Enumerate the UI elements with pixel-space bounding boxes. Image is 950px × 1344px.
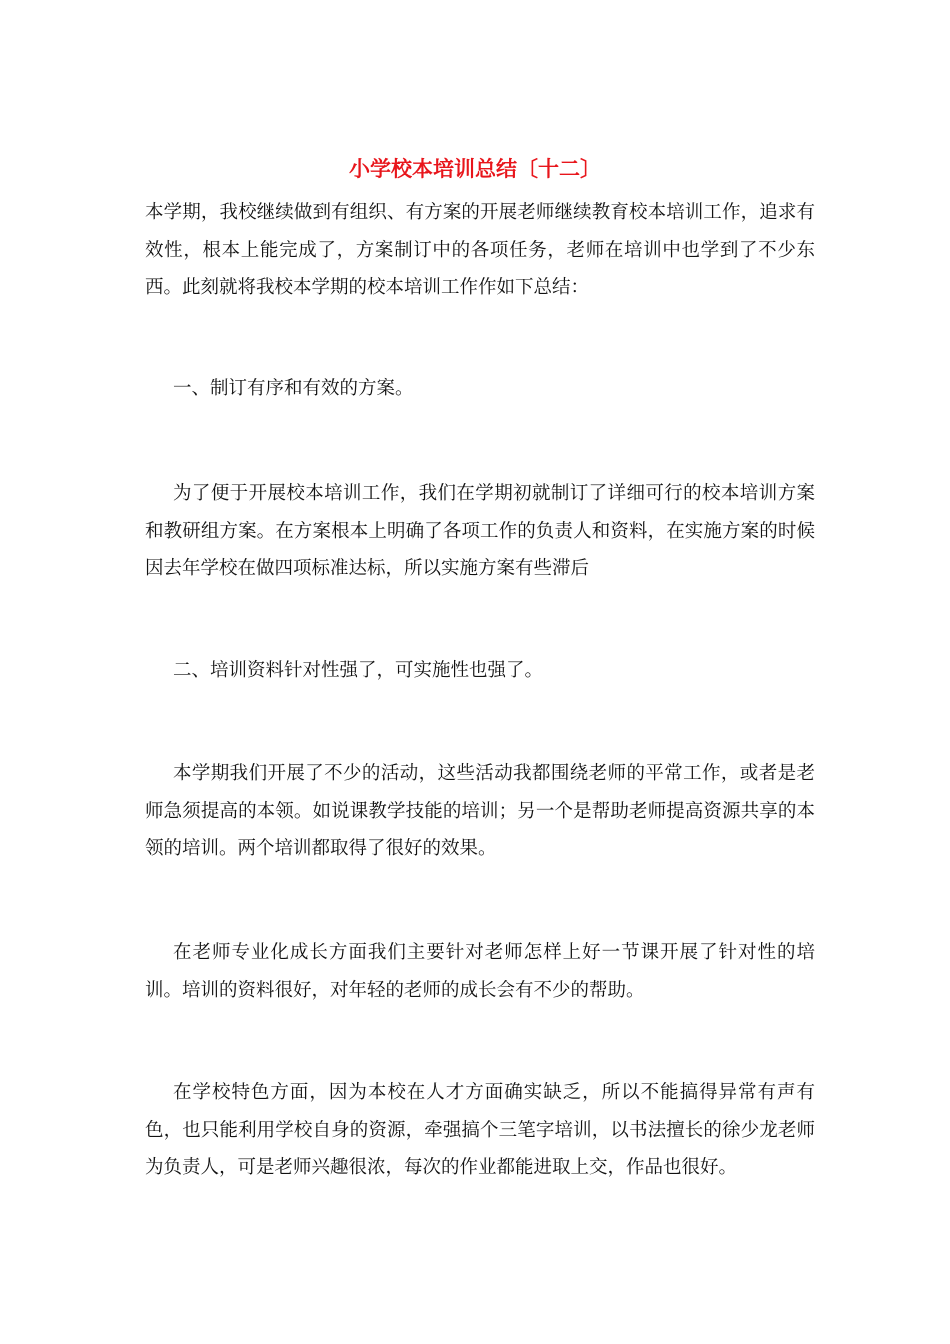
section-2-paragraph-3: 在学校特色方面，因为本校在人才方面确实缺乏，所以不能搞得异常有声有色，也只能利用学校自身的资源，牵强搞个三笔字培训，以书法擅长的徐少龙老师为负责人，可是老师兴趣很浓，每次的作业都能进取上交，作品也很好。 [145, 1082, 815, 1178]
section-1-heading: 一、制订有序和有效的方案。 [173, 378, 414, 399]
section-1-paragraph: 为了便于开展校本培训工作，我们在学期初就制订了详细可行的校本培训方案和教研组方案。在方案根本上明确了各项工作的负责人和资料，在实施方案的时候因去年学校在做四项标准达标，所以实施方案有些滞后 [145, 483, 815, 579]
section-2-paragraph-1: 本学期我们开展了不少的活动，这些活动我都围绕老师的平常工作，或者是老师急须提高的本领。如说课教学技能的培训；另一个是帮助老师提高资源共享的本领的培训。两个培训都取得了很好的效果。 [145, 763, 815, 859]
document-title: 小学校本培训总结〔十二〕 [349, 156, 601, 181]
section-2-paragraph-2: 在老师专业化成长方面我们主要针对老师怎样上好一节课开展了针对性的培训。培训的资料很好，对年轻的老师的成长会有不少的帮助。 [145, 942, 815, 1001]
intro-paragraph: 本学期，我校继续做到有组织、有方案的开展老师继续教育校本培训工作，追求有效性，根本上能完成了，方案制订中的各项任务，老师在培训中也学到了不少东西。此刻就将我校本学期的校本培训工作作如下总结： [145, 202, 815, 298]
section-2-heading: 二、培训资料针对性强了，可实施性也强了。 [173, 660, 544, 681]
